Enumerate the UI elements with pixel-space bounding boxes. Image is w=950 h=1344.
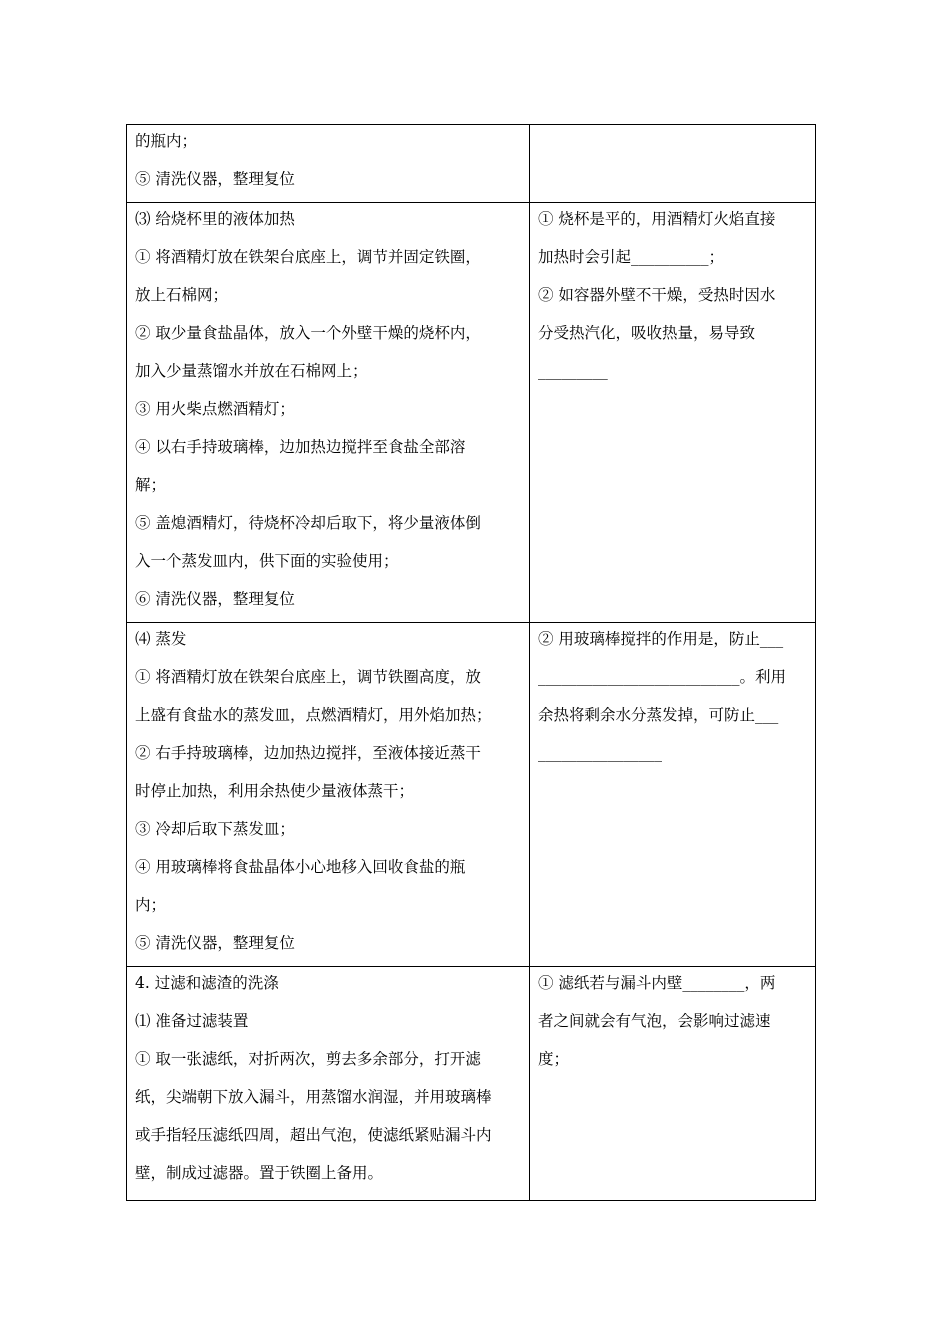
procedure-cell: [127, 203, 530, 623]
text-line: ④ 以右手持玻璃棒，边加热边搅拌至食盐全部溶: [135, 438, 466, 456]
text-line: ⑤ 清洗仪器，整理复位: [135, 170, 295, 188]
text-line: 入一个蒸发皿内，供下面的实验使用；: [135, 552, 399, 570]
text-line: ⑥ 清洗仪器，整理复位: [135, 590, 295, 608]
table-row: [127, 967, 816, 1201]
text-line: 或手指轻压滤纸四周，超出气泡，使滤纸紧贴漏斗内: [135, 1126, 492, 1144]
note-line: _________: [538, 362, 608, 380]
text-line: ③ 用火柴点燃酒精灯；: [135, 400, 295, 418]
text-line: 的瓶内；: [135, 132, 198, 150]
text-line: 上盛有食盐水的蒸发皿，点燃酒精灯，用外焰加热；: [135, 706, 492, 724]
table-row: [127, 125, 816, 203]
note-line: 度；: [538, 1050, 570, 1068]
text-line: 加入少量蒸馏水并放在石棉网上；: [135, 362, 368, 380]
note-line: 余热将剩余水分蒸发掉，可防止___: [538, 706, 779, 724]
section-heading: ⑷ 蒸发: [135, 630, 187, 648]
text-line: 内；: [135, 896, 167, 914]
note-line: 者之间就会有气泡，会影响过滤速: [538, 1012, 771, 1030]
note-line: 加热时会引起__________；: [538, 248, 725, 266]
note-line: 分受热汽化，吸收热量，易导致: [538, 324, 756, 342]
notes-cell: [530, 623, 816, 967]
note-line: ① 烧杯是平的，用酒精灯火焰直接: [538, 210, 776, 228]
text-line: ② 取少量食盐晶体，放入一个外壁干燥的烧杯内，: [135, 324, 481, 342]
notes-cell: [530, 967, 816, 1201]
procedure-cell: [127, 967, 530, 1201]
note-line: ② 用玻璃棒搅拌的作用是，防止___: [538, 630, 784, 648]
notes-cell: [530, 203, 816, 623]
note-line: __________________________。利用: [538, 668, 787, 686]
section-heading: 4. 过滤和滤渣的洗涤: [135, 974, 279, 992]
experiment-table: [126, 124, 816, 1201]
text-line: ⑤ 盖熄酒精灯，待烧杯冷却后取下，将少量液体倒: [135, 514, 481, 532]
text-line: ① 将酒精灯放在铁架台底座上，调节并固定铁圈，: [135, 248, 481, 266]
text-line: 时停止加热，利用余热使少量液体蒸干；: [135, 782, 415, 800]
text-line: ⑤ 清洗仪器，整理复位: [135, 934, 295, 952]
text-line: 解；: [135, 476, 167, 494]
table-row: [127, 623, 816, 967]
text-line: ② 右手持玻璃棒，边加热边搅拌，至液体接近蒸干: [135, 744, 481, 762]
note-line: ① 滤纸若与漏斗内壁________，两: [538, 974, 776, 992]
text-line: ④ 用玻璃棒将食盐晶体小心地移入回收食盐的瓶: [135, 858, 466, 876]
note-line: ② 如容器外壁不干燥，受热时因水: [538, 286, 776, 304]
notes-cell: [530, 125, 816, 203]
table-row: [127, 203, 816, 623]
procedure-cell: [127, 623, 530, 967]
text-line: ① 取一张滤纸，对折两次，剪去多余部分，打开滤: [135, 1050, 481, 1068]
note-line: ________________: [538, 744, 662, 762]
text-line: 壁，制成过滤器。置于铁圈上备用。: [135, 1164, 384, 1182]
procedure-cell: [127, 125, 530, 203]
section-heading: ⑶ 给烧杯里的液体加热: [135, 210, 295, 228]
subsection-heading: ⑴ 准备过滤装置: [135, 1012, 249, 1030]
text-line: 纸，尖端朝下放入漏斗，用蒸馏水润湿，并用玻璃棒: [135, 1088, 492, 1106]
text-line: ① 将酒精灯放在铁架台底座上，调节铁圈高度，放: [135, 668, 481, 686]
text-line: 放上石棉网；: [135, 286, 229, 304]
text-line: ③ 冷却后取下蒸发皿；: [135, 820, 295, 838]
